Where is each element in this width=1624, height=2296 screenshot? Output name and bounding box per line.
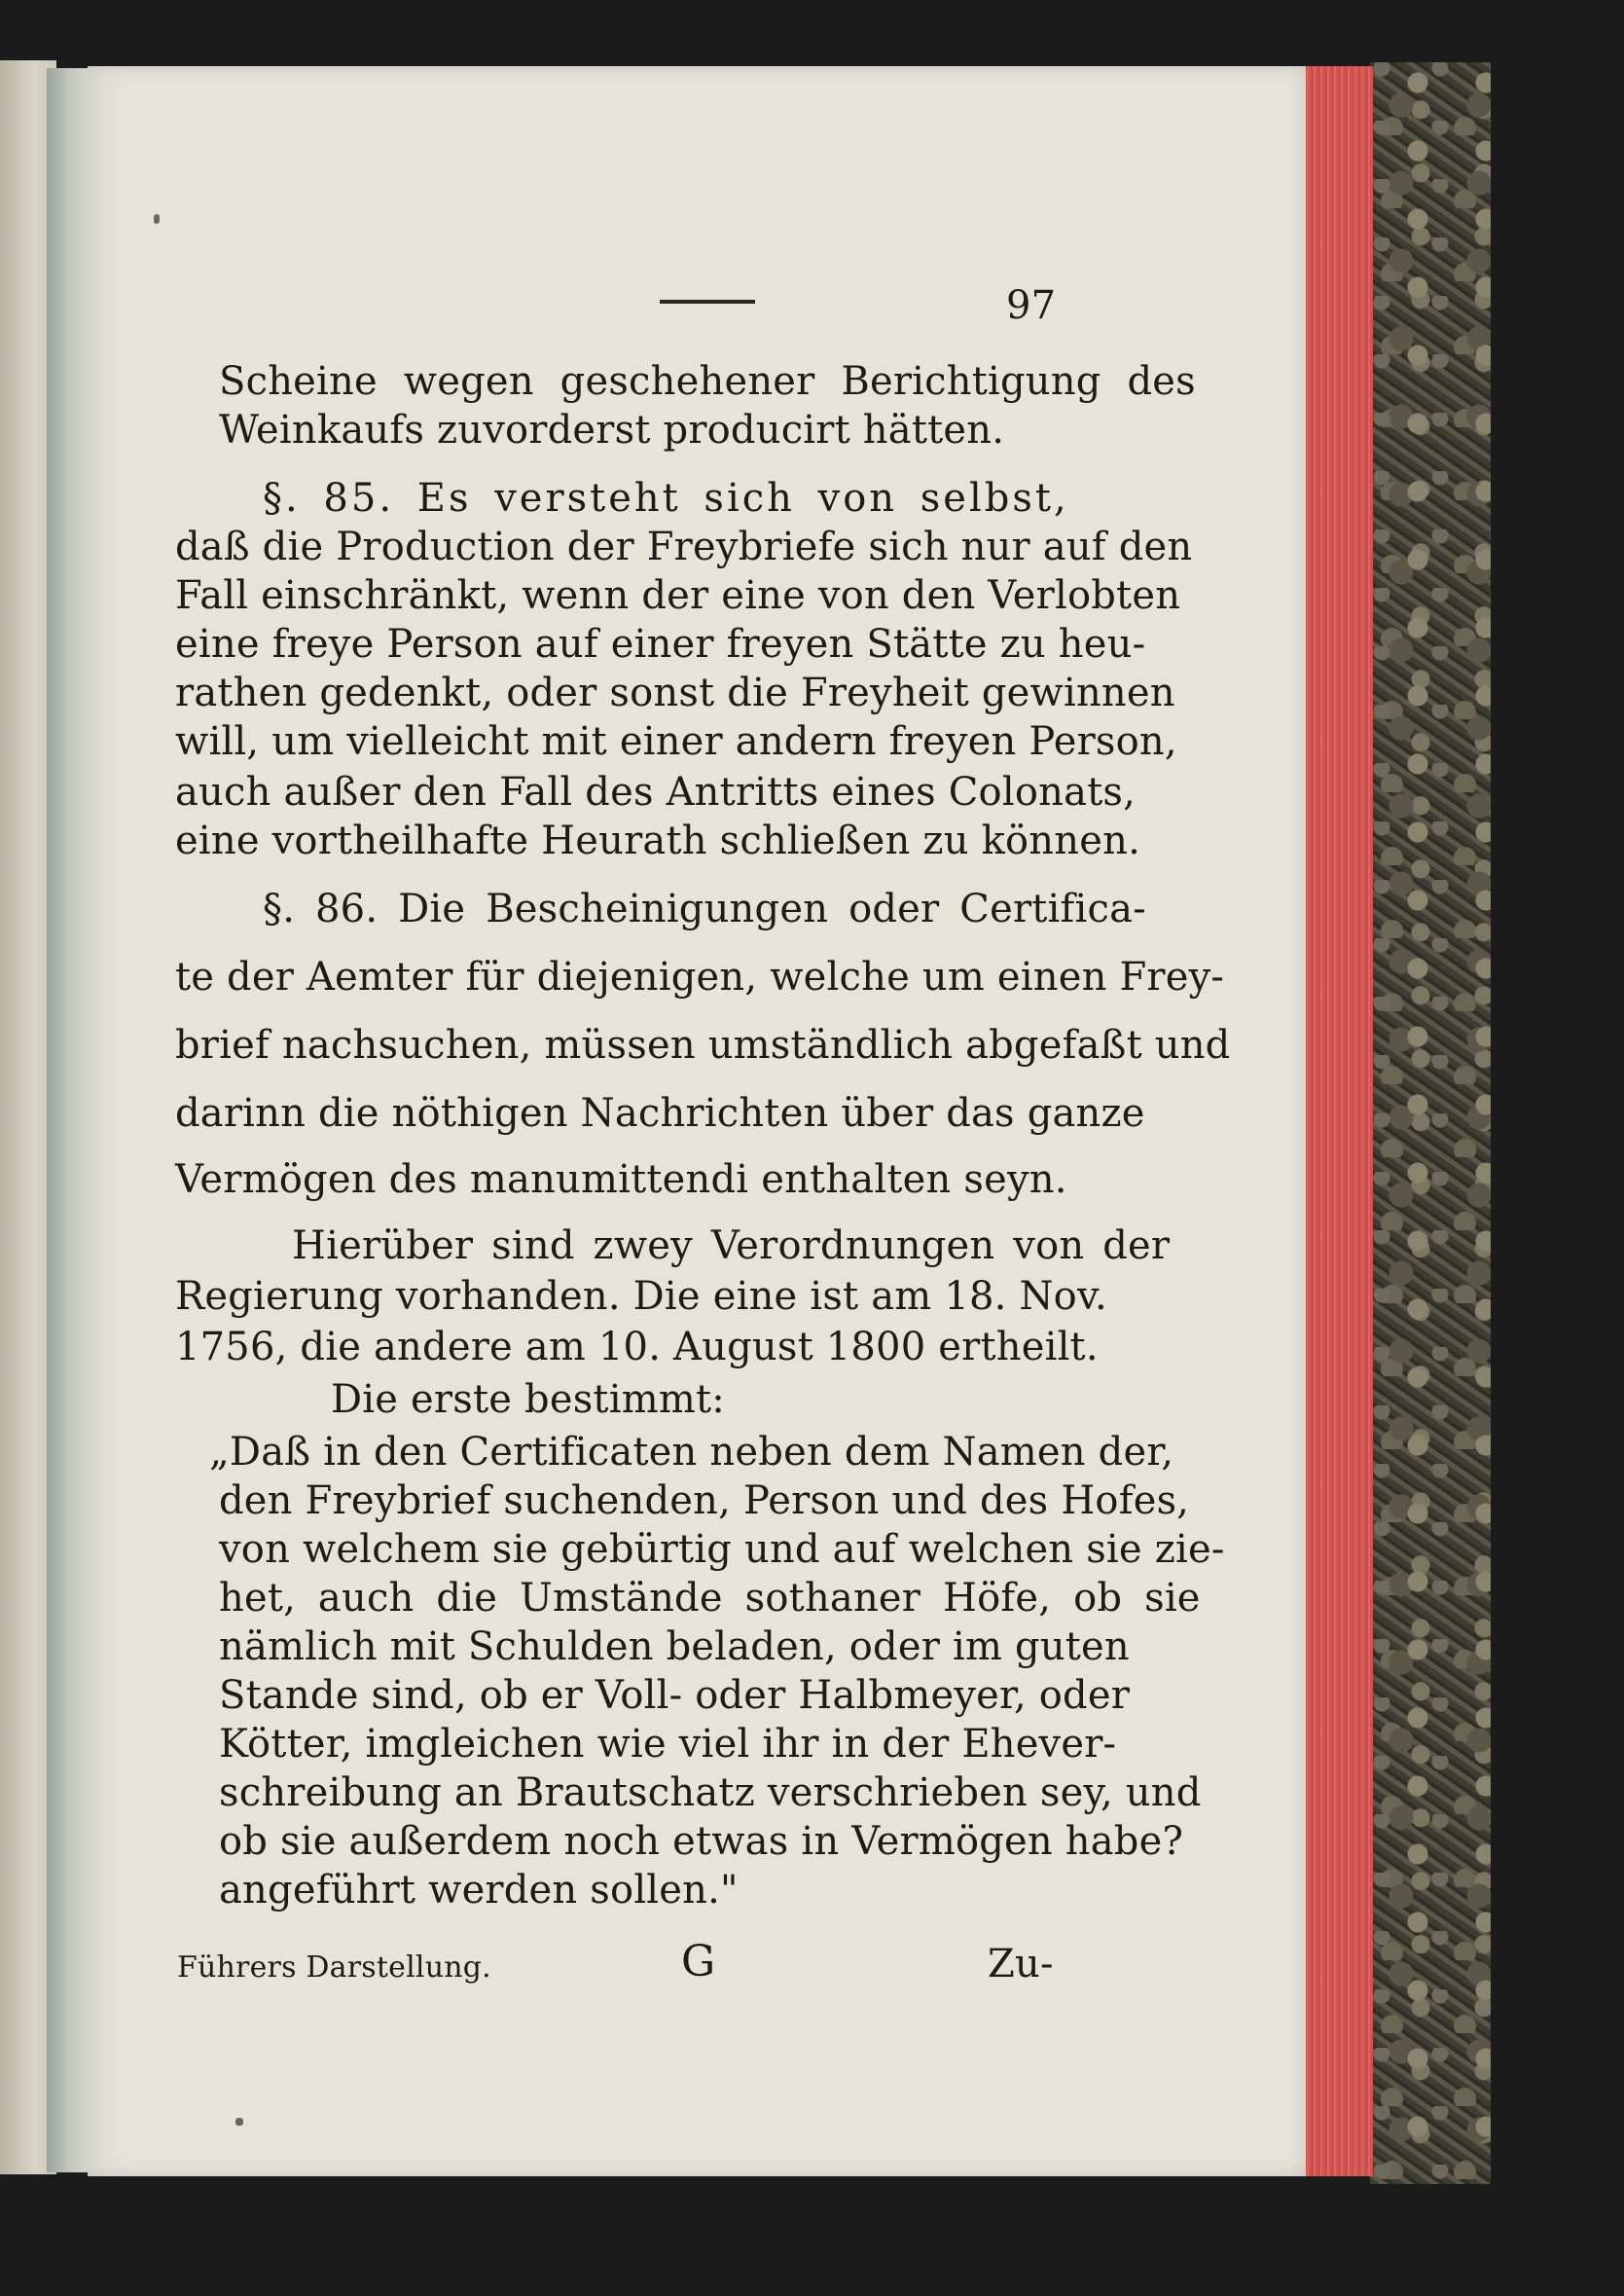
text-line-10: eine vortheilhafte Heurath schließen zu können. [175, 819, 1140, 863]
quote-line-9: ob sie außerdem noch etwas in Vermögen habe? [219, 1819, 1184, 1864]
quote-line-1: „Daß in den Certificaten neben dem Namen der, [209, 1430, 1174, 1475]
paper-speck [235, 2118, 243, 2126]
quote-line-10: angeführt werden sollen." [219, 1868, 739, 1913]
marbled-cover-board [1370, 62, 1491, 2184]
text-line-9: auch außer den Fall des Antritts eines Colonats, [175, 770, 1137, 815]
page-number: 97 [1006, 283, 1057, 328]
text-line-7: rathen gedenkt, oder sonst die Freyheit gewinnen [175, 671, 1175, 715]
text-line-15: Vermögen des manumittendi enthalten seyn. [175, 1157, 1067, 1202]
catchword: Zu- [988, 1942, 1054, 1986]
footer-title: Führers Darstellung. [177, 1950, 491, 1985]
signature-mark: G [681, 1937, 716, 1986]
text-line-17: Regierung vorhanden. Die eine ist am 18. Nov. [175, 1274, 1107, 1319]
text-line-11: §. 86. Die Bescheinigungen oder Certifica- [263, 887, 1146, 931]
text-line-14: darinn die nöthigen Nachrichten über das ganze [175, 1091, 1145, 1136]
paper-speck [154, 214, 160, 224]
text-line-3: §. 85. Es versteht sich von selbst, [263, 476, 1069, 521]
quote-line-2: den Freybrief suchenden, Person und des Hofes, [219, 1478, 1190, 1523]
quote-line-4: het, auch die Umstände sothaner Höfe, ob sie [219, 1576, 1201, 1621]
quote-line-5: nämlich mit Schulden beladen, oder im guten [219, 1624, 1130, 1669]
text-line-16: Hierüber sind zwey Verordnungen von der [292, 1223, 1171, 1268]
text-line-2: Weinkaufs zuvorderst producirt hätten. [219, 408, 1005, 453]
text-line-18: 1756, die andere am 10. August 1800 ertheilt. [175, 1325, 1099, 1369]
quote-line-3: von welchem sie gebürtig und auf welchen sie zie- [219, 1527, 1225, 1572]
text-line-8: will, um vielleicht mit einer andern freyen Person, [175, 719, 1177, 764]
text-line-12: te der Aemter für diejenigen, welche um einen Frey- [175, 955, 1225, 1000]
quote-line-7: Kötter, imgleichen wie viel ihr in der Ehever- [219, 1722, 1117, 1767]
text-line-6: eine freye Person auf einer freyen Stätte zu heu- [175, 622, 1146, 667]
text-line-13: brief nachsuchen, müssen umständlich abgefaßt und [175, 1023, 1231, 1068]
text-line-1: Scheine wegen geschehener Berichtigung des [219, 359, 1196, 404]
quote-line-6: Stande sind, ob er Voll- oder Halbmeyer, oder [219, 1673, 1131, 1718]
text-line-19: Die erste bestimmt: [331, 1377, 725, 1422]
book-page [88, 66, 1306, 2176]
header-rule [660, 300, 755, 304]
quote-line-8: schreibung an Brautschatz verschrieben sey, und [219, 1770, 1202, 1815]
text-line-5: Fall einschränkt, wenn der eine von den Verlobten [175, 573, 1181, 618]
text-line-4: daß die Production der Freybriefe sich nur auf den [175, 525, 1193, 569]
